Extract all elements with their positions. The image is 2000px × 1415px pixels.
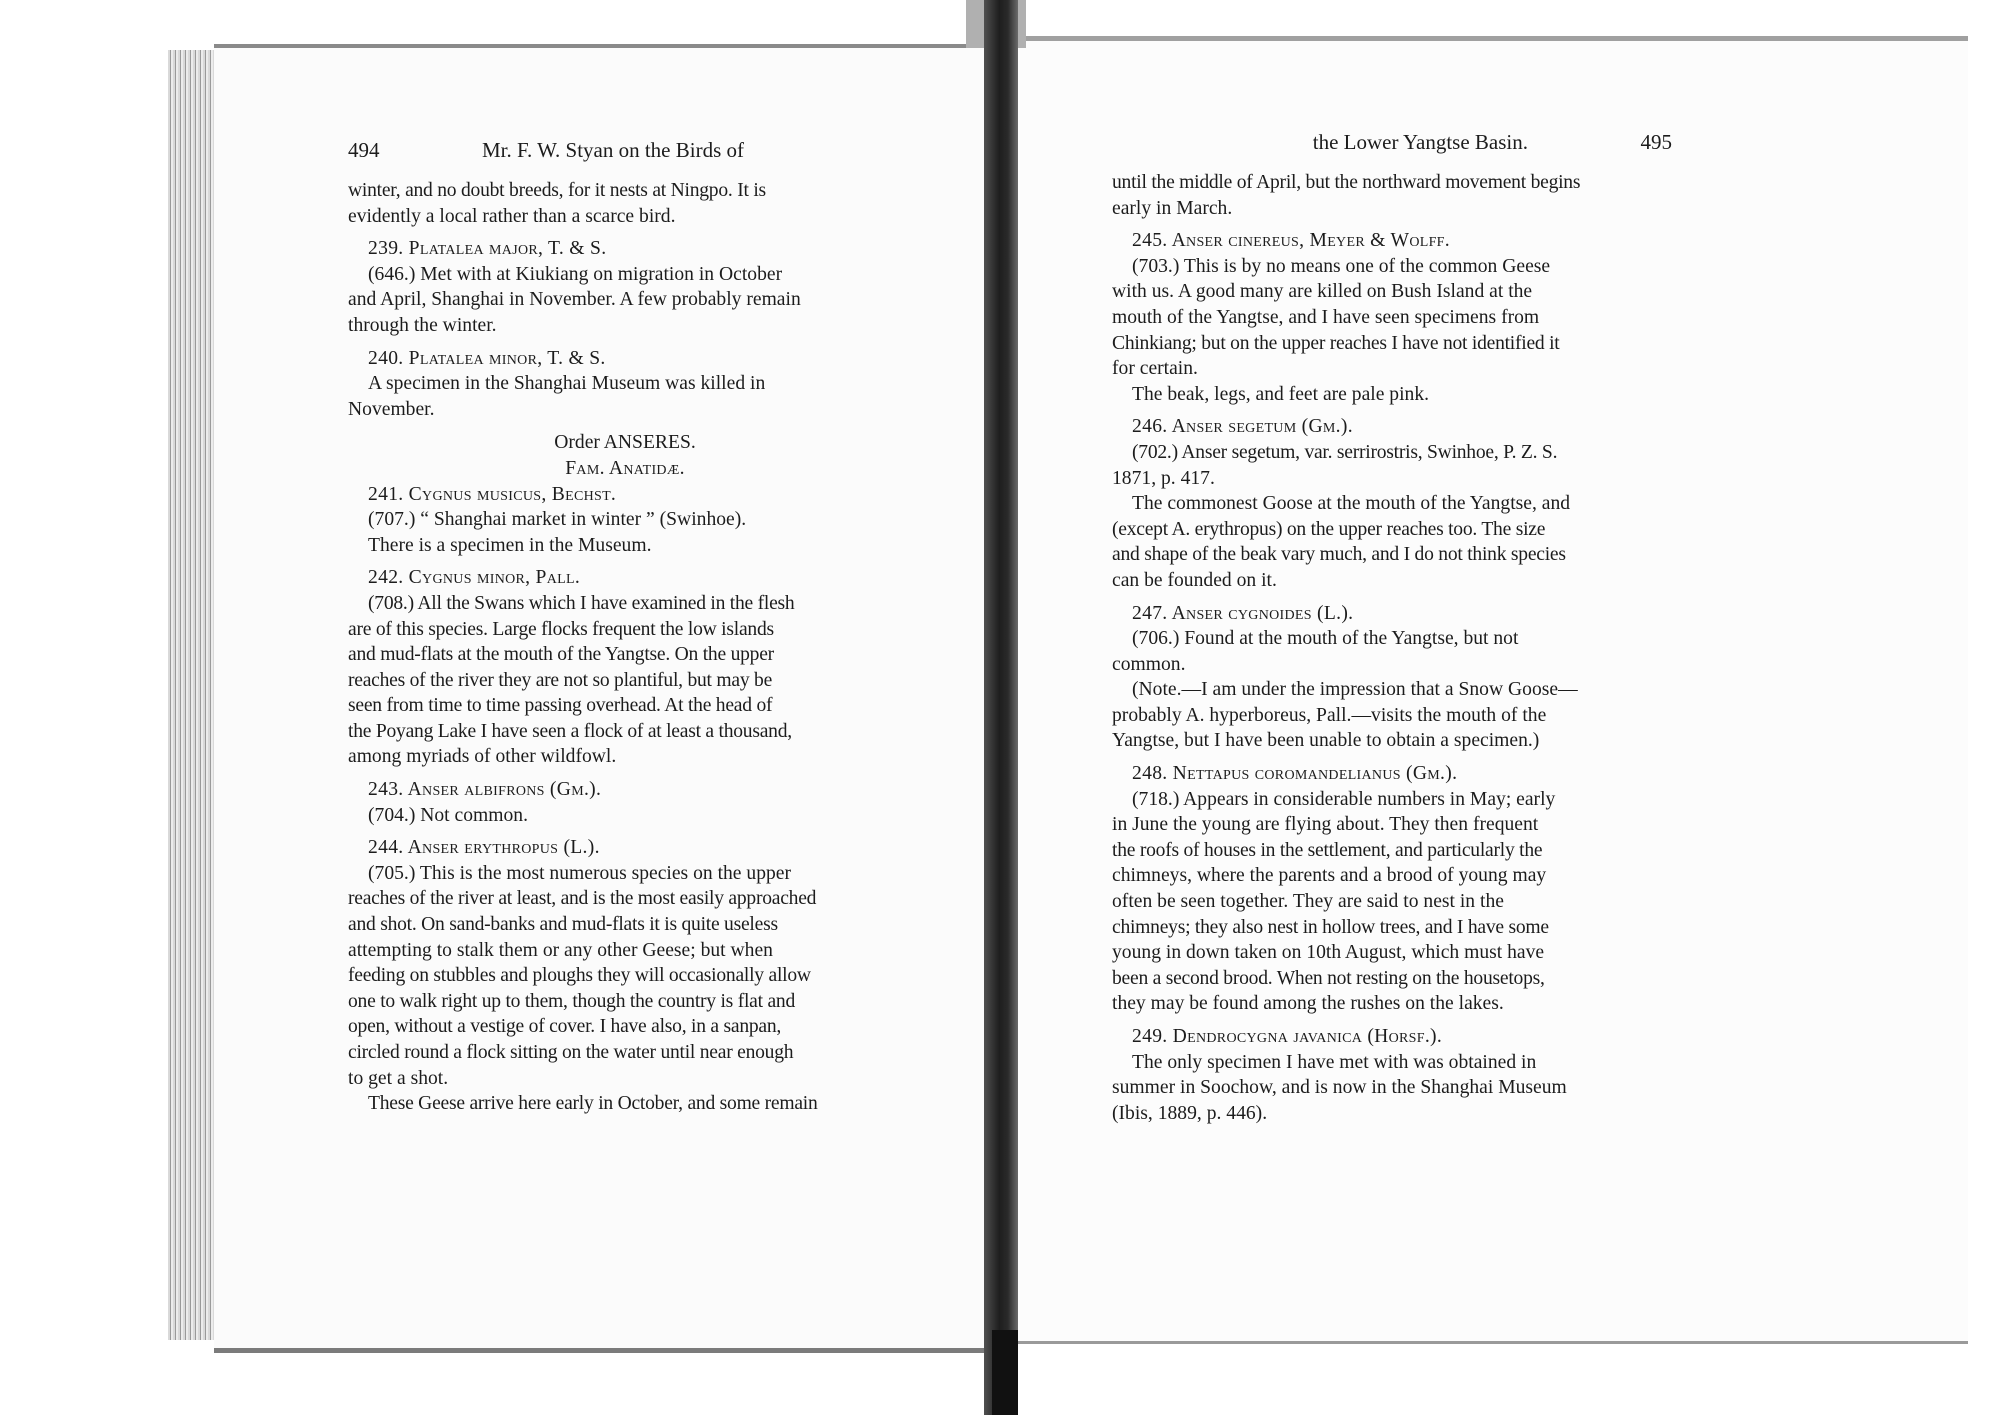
text-line: Yangtse, but I have been unable to obtain a specimen.) bbox=[1112, 730, 1540, 752]
text-line: 247. Anser cygnoides (L.). bbox=[1132, 602, 1354, 624]
text-line: 240. Platalea minor, T. & S. bbox=[368, 347, 606, 369]
text-line: chimneys; they also nest in hollow trees, and I have some bbox=[1112, 916, 1549, 938]
text-line: with us. A good many are killed on Bush Island at the bbox=[1112, 281, 1533, 303]
text-line: feeding on stubbles and ploughs they will occasionally allow bbox=[348, 965, 811, 987]
text-line: can be founded on it. bbox=[1112, 569, 1277, 591]
text-line: (718.) Appears in considerable numbers in May; early bbox=[1132, 788, 1556, 810]
text-line: The beak, legs, and feet are pale pink. bbox=[1132, 383, 1430, 405]
right-page-header bbox=[1112, 130, 1672, 170]
text-line: and shot. On sand-banks and mud-flats it is quite useless bbox=[348, 914, 778, 936]
text-line: are of this species. Large flocks frequent the low islands bbox=[348, 618, 774, 640]
right-page-text bbox=[1112, 130, 1672, 1126]
text-line: to get a shot. bbox=[348, 1067, 449, 1089]
text-line: young in down taken on 10th August, which must have bbox=[1112, 942, 1545, 964]
text-line: seen from time to time passing overhead. At the head of bbox=[348, 695, 773, 717]
text-line: (702.) Anser segetum, var. serrirostris, Swinhoe, P. Z. S. bbox=[1132, 441, 1558, 463]
text-line: been a second brood. When not resting on the housetops, bbox=[1112, 967, 1545, 989]
text-line: (706.) Found at the mouth of the Yangtse, but not bbox=[1132, 628, 1519, 650]
text-line: A specimen in the Shanghai Museum was killed in bbox=[368, 373, 766, 395]
text-line: and shape of the beak vary much, and I do not think species bbox=[1112, 544, 1566, 566]
text-line: reaches of the river at least, and is the most easily approached bbox=[348, 888, 817, 910]
text-line: probably A. hyperboreus, Pall.—visits the mouth of the bbox=[1112, 704, 1547, 726]
text-line: The commonest Goose at the mouth of the Yangtse, and bbox=[1132, 493, 1571, 515]
gutter-shadow-bottom bbox=[992, 1330, 1018, 1415]
text-line: winter, and no doubt breeds, for it nests at Ningpo. It is bbox=[348, 180, 766, 201]
text-line: 246. Anser segetum (Gm.). bbox=[1132, 416, 1353, 438]
text-line: These Geese arrive here early in October, and some remain bbox=[368, 1093, 818, 1115]
book-gutter bbox=[984, 0, 1018, 1415]
text-line: Order ANSERES. bbox=[554, 432, 696, 454]
running-head: Mr. F. W. Styan on the Birds of bbox=[482, 138, 745, 162]
text-line: they may be found among the rushes on the lakes. bbox=[1112, 993, 1504, 1015]
text-line: common. bbox=[1112, 653, 1186, 675]
text-line: 1871, p. 417. bbox=[1112, 467, 1215, 489]
text-line: among myriads of other wildfowl. bbox=[348, 746, 617, 768]
text-line: 245. Anser cinereus, Meyer & Wolff. bbox=[1132, 230, 1450, 252]
text-line: (Note.—I am under the impression that a Snow Goose— bbox=[1132, 679, 1578, 701]
text-line: one to walk right up to them, though the country is flat and bbox=[348, 990, 796, 1012]
running-head: the Lower Yangtse Basin. bbox=[1312, 130, 1528, 154]
page-number: 494 bbox=[348, 138, 380, 162]
text-line: and April, Shanghai in November. A few probably remain bbox=[348, 289, 801, 311]
text-line: open, without a vestige of cover. I have also, in a sanpan, bbox=[348, 1016, 782, 1038]
text-line: chimneys, where the parents and a brood of young may bbox=[1112, 865, 1547, 887]
text-line: 244. Anser erythropus (L.). bbox=[368, 837, 600, 859]
text-line: The only specimen I have met with was obtained in bbox=[1132, 1051, 1537, 1073]
text-line: through the winter. bbox=[348, 314, 497, 336]
text-line: (704.) Not common. bbox=[368, 804, 528, 826]
text-line: Fam. Anatidæ. bbox=[565, 457, 685, 479]
text-line: (Ibis, 1889, p. 446). bbox=[1112, 1102, 1268, 1124]
text-line: the Poyang Lake I have seen a flock of at least a thousand, bbox=[348, 720, 792, 742]
text-line: often be seen together. They are said to nest in the bbox=[1112, 891, 1504, 913]
text-line: the roofs of houses in the settlement, and particularly the bbox=[1112, 839, 1543, 861]
text-line: (705.) This is the most numerous species on the upper bbox=[368, 862, 792, 884]
text-line: in June the young are flying about. They then frequent bbox=[1112, 814, 1539, 836]
text-line: There is a specimen in the Museum. bbox=[368, 534, 652, 556]
page-number: 495 bbox=[1640, 130, 1672, 154]
text-line: 243. Anser albifrons (Gm.). bbox=[368, 779, 602, 801]
text-line: reaches of the river they are not so plantiful, but may be bbox=[348, 669, 773, 691]
text-line: 241. Cygnus musicus, Bechst. bbox=[368, 483, 617, 505]
text-line: (707.) “ Shanghai market in winter ” (Swinhoe). bbox=[368, 509, 747, 531]
text-line: attempting to stalk them or any other Geese; but when bbox=[348, 939, 773, 961]
text-line: summer in Soochow, and is now in the Shanghai Museum bbox=[1112, 1077, 1567, 1099]
text-line: (703.) This is by no means one of the common Geese bbox=[1132, 255, 1551, 277]
right-body bbox=[1112, 170, 1672, 1126]
left-page-text bbox=[348, 138, 902, 1117]
text-line: 242. Cygnus minor, Pall. bbox=[368, 567, 581, 589]
text-line: November. bbox=[348, 398, 435, 420]
left-page-header bbox=[348, 138, 902, 178]
text-line: for certain. bbox=[1112, 358, 1198, 380]
text-line: until the middle of April, but the northward movement begins bbox=[1112, 172, 1581, 193]
text-line: (646.) Met with at Kiukiang on migration in October bbox=[368, 263, 783, 285]
text-line: early in March. bbox=[1112, 197, 1233, 219]
text-line: evidently a local rather than a scarce bird. bbox=[348, 205, 676, 227]
text-line: (except A. erythropus) on the upper reaches too. The size bbox=[1112, 518, 1546, 540]
text-line: circled round a flock sitting on the water until near enough bbox=[348, 1042, 794, 1063]
left-body bbox=[348, 178, 902, 1117]
text-line: 248. Nettapus coromandelianus (Gm.). bbox=[1132, 763, 1458, 785]
text-line: and mud-flats at the mouth of the Yangtse. On the upper bbox=[348, 644, 774, 666]
page-edges bbox=[168, 50, 216, 1340]
text-line: 239. Platalea major, T. & S. bbox=[368, 238, 607, 260]
text-line: (708.) All the Swans which I have examined in the flesh bbox=[368, 592, 795, 614]
text-line: mouth of the Yangtse, and I have seen specimens from bbox=[1112, 306, 1540, 328]
text-line: Chinkiang; but on the upper reaches I have not identified it bbox=[1112, 332, 1560, 354]
text-line: 249. Dendrocygna javanica (Horsf.). bbox=[1132, 1026, 1443, 1047]
